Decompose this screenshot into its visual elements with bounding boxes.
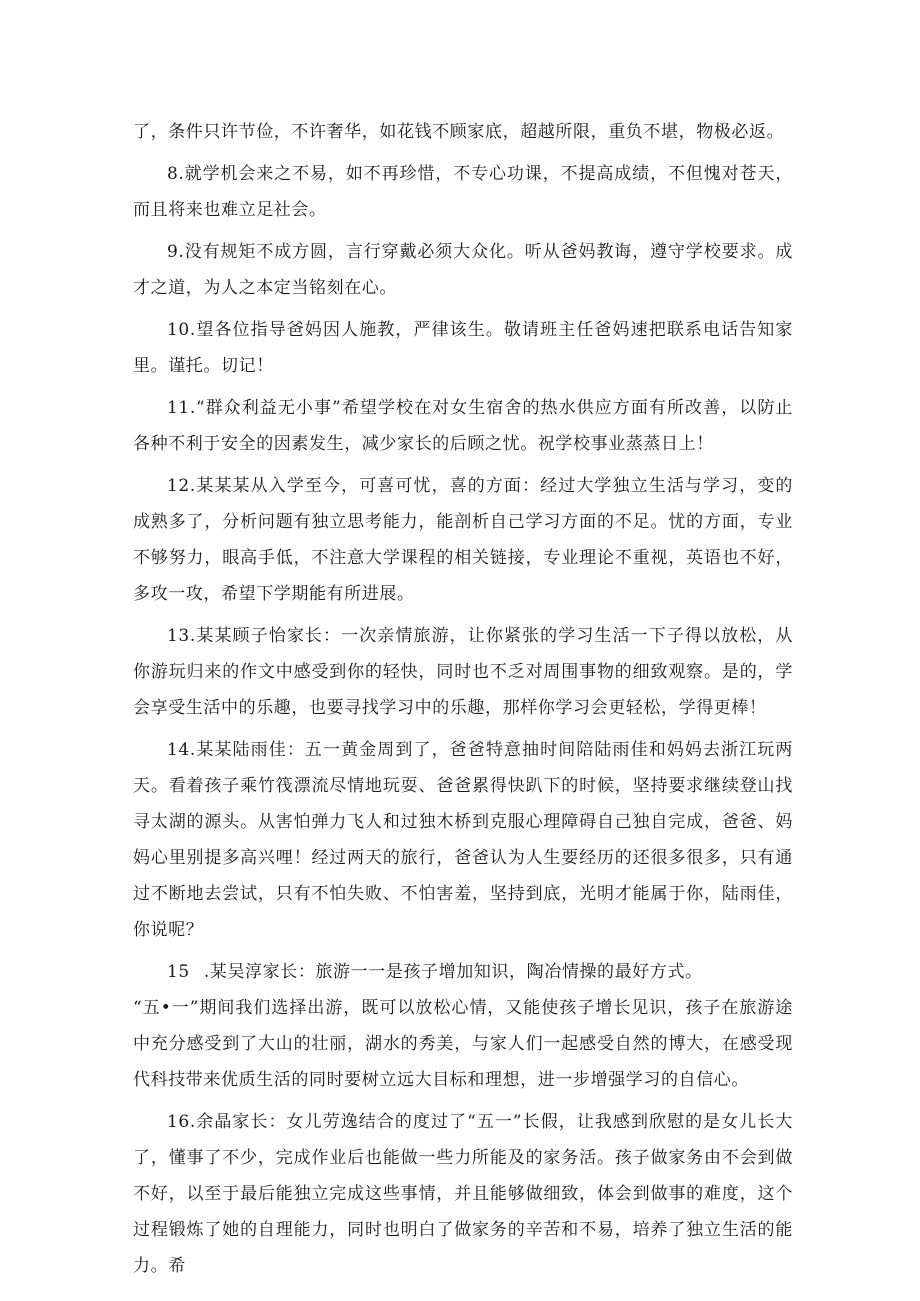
paragraph-text: .就学机会来之不易，如不再珍惜，不专心功课，不提高成绩，不但愧对苍天，而且将来也难立足社会。 xyxy=(133,164,793,220)
item-number: 9 xyxy=(167,242,179,262)
paragraph-continuation xyxy=(133,114,793,150)
paragraph-text: .某某顾子怡家长：一次亲情旅游，让你紧张的学习生活一下子得以放松，从你游玩归来的作文中感受到你的轻快，同时也不乏对周围事物的细致观察。是的，学会享受生活中的乐趣，也要寻找学习中的乐趣，那样你学习会更轻松，学得更棒！ xyxy=(133,626,793,718)
paragraph-text: .某某陆雨佳：五一黄金周到了，爸爸特意抽时间陪陆雨佳和妈妈去浙江玩两天。看着孩子乘竹筏漂流尽情地玩耍、爸爸累得快趴下的时候，坚持要求继续登山找寻太湖的源头。从害怕弹力飞人和过独木桥到克服心理障碍自己独自完成，爸爸、妈妈心里别提多高兴哩！经过两天的旅行，爸爸认为人生要经历的还很多很多，只有通过不断地去尝试，只有不怕失败、不怕害羞，坚持到底，光明才能属于你，陆雨佳，你说呢？ xyxy=(133,740,793,940)
paragraph-item-8 xyxy=(133,156,793,228)
item-number: 14 xyxy=(167,740,190,760)
paragraph-item-11 xyxy=(133,390,793,462)
paragraph-continuation xyxy=(133,990,793,1098)
item-number: 11 xyxy=(167,398,190,418)
paragraph-item-12 xyxy=(133,468,793,612)
paragraph-item-14 xyxy=(133,732,793,948)
paragraph-text: .余晶家长：女儿劳逸结合的度过了“五一”长假，让我感到欣慰的是女儿长大了，懂事了不少，完成作业后也能做一些力所能及的家务活。孩子做家务由不会到做不好，以至于最后能独立完成这些事情，并且能够做细致，体会到做事的难度，这个过程锻炼了她的自理能力，同时也明白了做家务的辛苦和不易，培养了独立生活的能力。希 xyxy=(133,1112,793,1276)
item-number: 8 xyxy=(167,164,179,184)
paragraph-item-16 xyxy=(133,1104,793,1284)
item-number: 16 xyxy=(167,1112,190,1132)
item-number: 12 xyxy=(167,476,190,496)
document-page xyxy=(133,114,793,1284)
item-number: 13 xyxy=(167,626,190,646)
paragraph-text: 了，条件只许节俭，不许奢华，如花钱不顾家底，超越所限，重负不堪，物极必返。 xyxy=(133,122,785,142)
paragraph-text: .望各位指导爸妈因人施教，严律该生。敬请班主任爸妈速把联系电话告知家里。谨托。切记！ xyxy=(133,320,793,376)
paragraph-text: .“群众利益无小事”希望学校在对女生宿舍的热水供应方面有所改善，以防止各种不利于安全的因素发生，减少家长的后顾之忧。祝学校事业蒸蒸日上！ xyxy=(133,398,793,454)
paragraph-text: .某某某从入学至今，可喜可忧，喜的方面：经过大学独立生活与学习，变的成熟多了，分析问题有独立思考能力，能剖析自己学习方面的不足。忧的方面，专业不够努力，眼高手低，不注意大学课程的相关链接，专业理论不重视，英语也不好，多攻一攻，希望下学期能有所进展。 xyxy=(133,476,793,604)
paragraph-item-13 xyxy=(133,618,793,726)
paragraph-item-15 xyxy=(133,954,793,990)
paragraph-text: “五•一”期间我们选择出游，既可以放松心情，又能使孩子增长见识，孩子在旅游途中充分感受到了大山的壮丽，湖水的秀美，与家人们一起感受自然的博大，在感受现代科技带来优质生活的同时要树立远大目标和理想，进一步增强学习的自信心。 xyxy=(133,998,793,1090)
paragraph-text: .某吴淳家长：旅游一一是孩子增加知识，陶冶情操的最好方式。 xyxy=(203,962,703,982)
paragraph-item-9 xyxy=(133,234,793,306)
item-number: 15 xyxy=(167,962,190,982)
item-number: 10 xyxy=(167,320,190,340)
paragraph-item-10 xyxy=(133,312,793,384)
paragraph-text: .没有规矩不成方圆，言行穿戴必须大众化。听从爸妈教诲，遵守学校要求。成才之道，为人之本定当铭刻在心。 xyxy=(133,242,793,298)
